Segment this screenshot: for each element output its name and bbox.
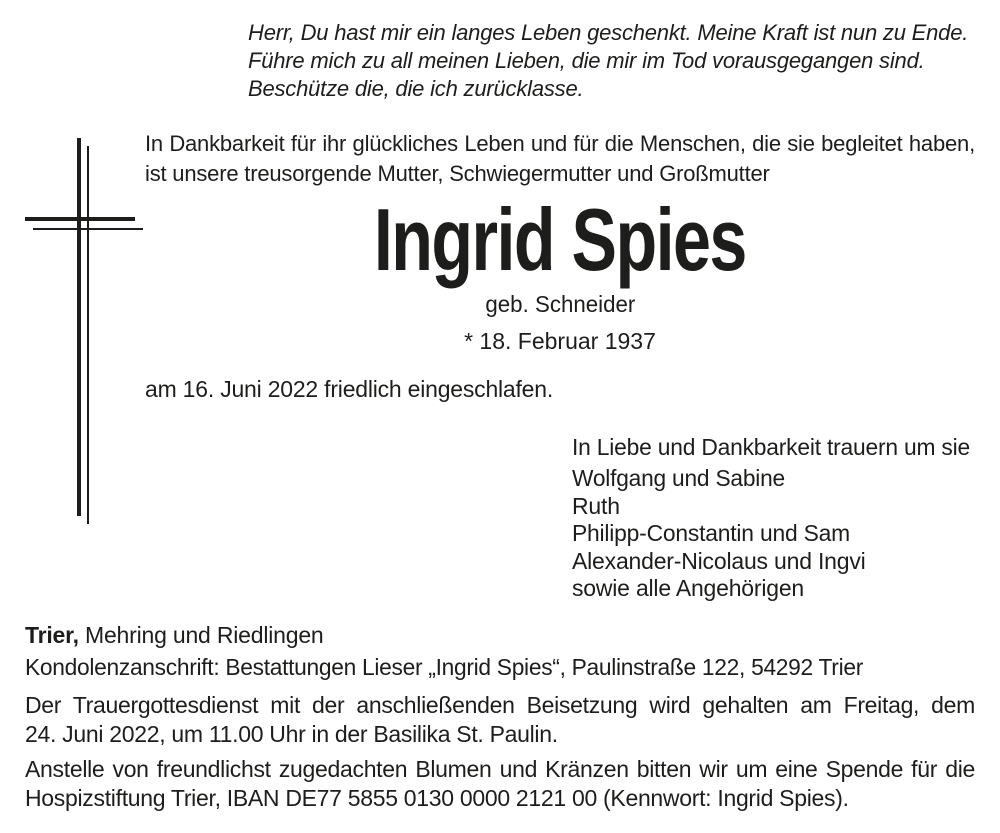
- mourners-list: [572, 465, 973, 603]
- mourner-line: Philipp-Constantin und Sam: [572, 520, 850, 547]
- epigraph-line: Führe mich zu all meinen Lieben, die mir im Tod vorausgegangen sind.: [248, 48, 925, 73]
- epigraph-line: Herr, Du hast mir ein langes Leben geschenkt. Meine Kraft ist nun zu Ende.: [248, 20, 969, 45]
- deceased-name-row: [145, 190, 975, 289]
- places-line-row: [25, 621, 324, 649]
- mourner-line: Ruth: [572, 492, 620, 519]
- service-line: 24. Juni 2022, um 11.00 Uhr in der Basilika St. Paulin.: [25, 721, 558, 747]
- maiden-name: geb. Schneider: [484, 291, 635, 317]
- place-city: Trier,: [25, 622, 79, 648]
- death-line-row: [145, 375, 554, 403]
- cross-vertical-thin: [87, 146, 89, 524]
- birth-date-row: [145, 327, 975, 355]
- condolence-line: Kondolenzanschrift: Bestattungen Lieser „Ingrid Spies“, Paulinstraße 122, 54292 Trier: [25, 654, 863, 680]
- intro-line: ist unsere treusorgende Mutter, Schwiegermutter und Großmutter: [145, 161, 770, 186]
- place-others: Mehring und Riedlingen: [78, 622, 324, 648]
- cross-vertical-thick: [77, 138, 81, 516]
- cross-horizontal-thick: [25, 217, 135, 221]
- intro-paragraph: [145, 129, 975, 189]
- mourning-intro: In Liebe und Dankbarkeit trauern um sie: [572, 434, 970, 460]
- cross-icon: [25, 138, 145, 526]
- intro-line: In Dankbarkeit für ihr glückliches Leben und für die Menschen, die sie begleitet haben,: [145, 131, 975, 156]
- maiden-name-row: [145, 290, 975, 318]
- mourner-line: sowie alle Angehörigen: [572, 575, 804, 602]
- birth-date: * 18. Februar 1937: [464, 328, 656, 354]
- death-line: am 16. Juni 2022 friedlich eingeschlafen.: [145, 376, 553, 402]
- places-line: [25, 621, 324, 649]
- deceased-name: Ingrid Spies: [373, 190, 746, 289]
- mourner-line: Alexander-Nicolaus und Ingvi: [572, 547, 866, 574]
- service-line: Der Trauergottesdienst mit der anschließenden Beisetzung wird gehalten am Freitag, dem: [25, 692, 975, 718]
- epigraph: [248, 19, 968, 103]
- donation-line: Anstelle von freundlichst zugedachten Blumen und Kränzen bitten wir um eine Spende für die: [25, 756, 975, 782]
- donation-paragraph: [25, 755, 975, 812]
- donation-line: Hospizstiftung Trier, IBAN DE77 5855 0130 0000 2121 00 (Kennwort: Ingrid Spies).: [25, 784, 849, 811]
- mourner-line: Wolfgang und Sabine: [572, 465, 785, 491]
- epigraph-line: Beschütze die, die ich zurücklasse.: [248, 76, 584, 101]
- cross-horizontal-thin: [33, 228, 143, 230]
- condolence-row: [25, 653, 871, 681]
- mourning-block: [572, 433, 973, 603]
- service-paragraph: [25, 691, 975, 749]
